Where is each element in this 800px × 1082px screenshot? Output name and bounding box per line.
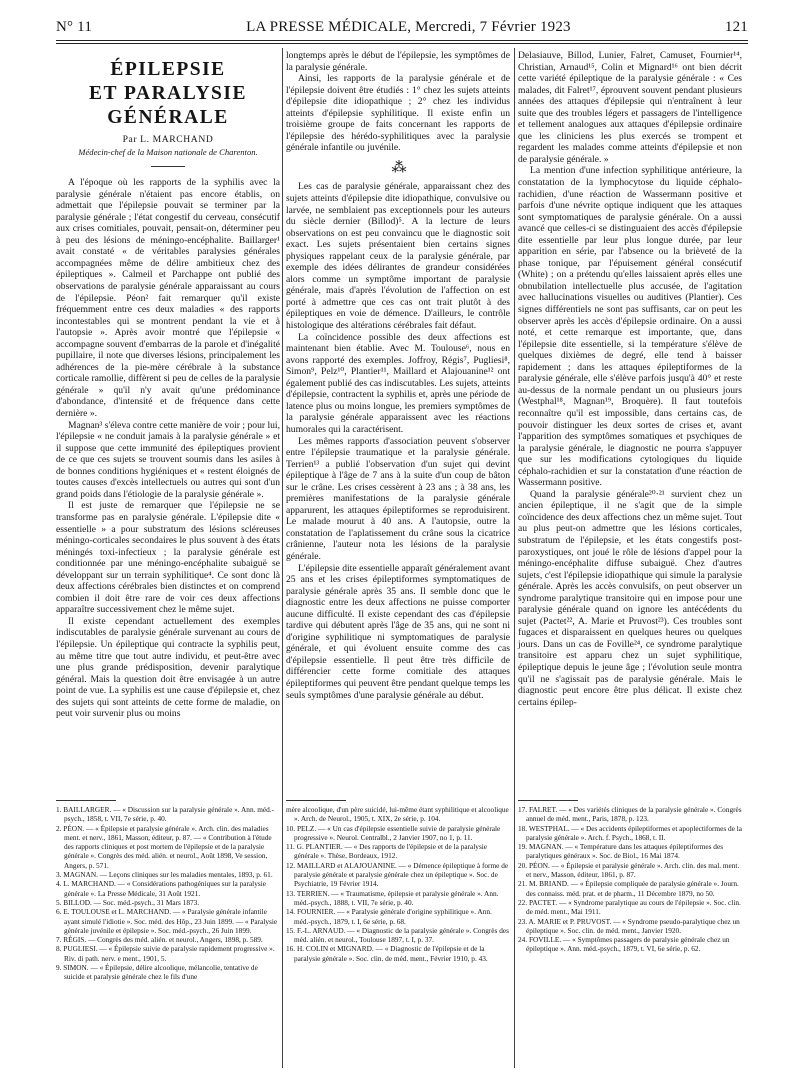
title-line-1: ÉPILEPSIE — [110, 59, 226, 80]
paragraph: Magnan³ s'éleva contre cette manière de voir ; pour lui, l'épilepsie « ne conduit jamais à la paralysie générale » et il suppose que cette immunité des épileptiques provient de ce que ces sujets se trouvent soumis dans les asiles à de bonnes conditions hygiéniques et « restent éloignés de toutes causes d'excès intellectuels ou autres qui sont d'un grand poids dans l'étiologie de la paralysie générale ». — [56, 419, 280, 500]
footnote: 14. FOURNIER. — « Paralysie générale d'origine syphilitique ». Ann. méd.-psych., 1879, t. I, 6e série, p. 68. — [286, 907, 492, 926]
footnote: 21. M. BRIAND. — « Épilepsie compliquée de paralysie générale ». Journ. des connaiss. méd. prat. et de pharm., 11 Décembre 1879, no 50. — [518, 879, 739, 898]
paragraph: longtemps après le début de l'épilepsie, les symptômes de la paralysie générale. — [286, 50, 510, 73]
journal-title: LA PRESSE MÉDICALE, Mercredi, 7 Février 1923 — [246, 18, 571, 35]
paragraph: A l'époque où les rapports de la syphilis avec la paralysie générale n'étaient pas encore établis, on admettait que l'épilepsie pouvait se terminer par la paralysie générale ; l'état congestif du cerveau, consécutif aux crises comitiales, pouvait, pensait-on, déterminer peu à peu des lésions de méningo-encéphalite. Baillarger¹ avait constaté « de véritables paralysies générales accompagnées même de délire ambitieux chez des épileptiques ». Calmeil et Parchappe ont publié des observations de paralysie générale apparaissant au cours de l'épilepsie. Péon² fait remarquer qu'il existe fréquemment entre ces deux maladies « des rapports incontestables qui se montrent pendant la vie et à l'autopsie ». Après avoir montré que l'épilepsie « accompagne souvent d'embarras de la parole et d'inégalité pupillaire, il note que diverses lésions, principalement les adhérences de la pie-mère cérébrale à la substance corticale ramollie, diffèrent si peu de celles de la paralysie générale » qu'il n'y avait qu'une prédominance d'abondance, d'intensité et de fréquence dans cette dernière ». — [56, 177, 280, 420]
footnote: 3. MAGNAN. — Leçons cliniques sur les maladies mentales, 1893, p. 61. — [56, 870, 273, 880]
footnote: 15. F.-L. ARNAUD. — « Diagnostic de la paralysie générale ». Congrès des méd. alién. et neurol., Toulouse 1897, t. I, p. 37. — [286, 925, 509, 945]
issue-number: N° 11 — [56, 18, 93, 35]
paragraph: L'épilepsie dite essentielle apparaît généralement avant 25 ans et les crises épileptiformes symptomatiques de paralysie générale après 35 ans. Il semble donc que le diagnostic entre les deux affections ne puisse comporter aucune difficulté. Il existe cependant des cas d'épilepsie tardive qui débutent après l'âge de 35 ans, qui ne sont ni d'origine syphilitique ni symptomatiques de paralysie générale, et qui évoluent ensuite comme des cas d'épilepsie essentielle. Il peut être très difficile de différencier cette forme comitiale des attaques épileptiformes qui peuvent être pendant quelque temps les seuls symptômes d'une paralysie générale au début. — [286, 562, 510, 701]
footnote: 8. PUGLIESI. — « Épilepsie suivie de paralysie rapidement progressive ». Riv. di path. nerv. e ment., 1901, 5. — [56, 944, 275, 963]
article-title — [56, 58, 280, 130]
paragraph: La coïncidence possible des deux affections est maintenant bien établie. Avec M. Toulouse⁶, nous en avons rapporté des exemples. Joffroy, Régis⁷, Pugliesi⁸, Simon⁹, Pelz¹⁰, Plantier¹¹, Maillard et Alajouanine¹² ont également publié des cas indiscutables. Les sujets, atteints d'épilepsie, contractent la syphilis et, après une période de latence plus ou moins longue, les premiers symptômes de la paralysie générale apparaissent avec les réactions humorales qui la caractérisent. — [286, 331, 510, 435]
footnote: 5. BILLOD. — Soc. méd.-psych., 31 Mars 1873. — [56, 897, 200, 907]
article-author: Par L. MARCHAND — [122, 134, 214, 145]
footnote: 2. PÉON. — « Épilepsie et paralysie générale ». Arch. clin. des maladies ment. et nerv., 1861, Masson, éditeur, p. 87. — « Contribution à l'étude des rapports cliniques et post mortem de l'épilepsie et de la paralysie générale ». Congrès des méd. alién. et neurol., Août 1898, Ve session, Angers, p. 571. — [56, 823, 272, 870]
article-column-2 — [286, 50, 510, 701]
header-rule — [56, 40, 748, 41]
footnote-rule — [518, 800, 578, 801]
footnote: 17. FALRET. — « Des variétés cliniques de la paralysie générale ». Congrès annuel de méd. ment., Paris, 1878, p. 123. — [518, 805, 742, 824]
footnote: 1. BAILLARGER. — « Discussion sur la paralysie générale ». Ann. méd.-psych., 1858, t. VII, 7e série, p. 40. — [56, 805, 275, 824]
footnote-rule — [56, 800, 116, 801]
footnote: 10. PELZ. — « Un cas d'épilepsie essentielle suivie de paralysie générale progressive ». Neurol. Centralbl., 2 Janvier 1907, no 1, p. 11. — [286, 823, 501, 842]
paragraph: Il existe cependant actuellement des exemples indiscutables de paralysie générale survenant au cours de l'épilepsie. Un épileptique qui contracte la syphilis peut, au même titre que tout autre individu, et peut-être avec une plus grande prédisposition, devenir paralytique général. Mais la question doit être envisagée à un autre point de vue. La syphilis est une cause d'épilepsie et, chez des sujets qui sont atteints de cette forme de maladie, on peut voir survenir plus ou moins — [56, 615, 280, 720]
footnote: 19. MAGNAN. — « Température dans les attaques épileptiformes des paralytiques généraux ». Soc. de Biol., 16 Mai 1874. — [518, 842, 724, 861]
footnote: 11. G. PLANTIER. — « Des rapports de l'épilepsie et de la paralysie générale ». Thèse, Bordeaux, 1912. — [286, 842, 488, 861]
footnote: 4. L. MARCHAND. — « Considérations pathogéniques sur la paralysie générale ». La Presse Médicale, 31 Août 1921. — [56, 879, 266, 898]
footnotes-column-3 — [518, 805, 742, 954]
footnote: 23. A. MARIE et P. PRUVOST. — « Syndrome pseudo-paralytique chez un épileptique ». Soc. clin. de méd. ment., Janvier 1920. — [518, 916, 740, 935]
footnote: 20. PÉON. — « Épilepsie et paralysie générale ». Arch. clin. des mal. ment. et nerv., Masson, éditeur, 1861, p. 87. — [518, 860, 740, 880]
footnote: 13. TERRIEN. — « Traumatisme, épilepsie et paralysie générale ». Ann. méd.-psych., 1888, t. VII, 7e série, p. 40. — [286, 888, 499, 907]
footnotes-column-2 — [286, 805, 510, 963]
header-rule-thin — [56, 43, 748, 44]
page-number: 121 — [724, 18, 748, 35]
article-column-1 — [56, 50, 280, 720]
footnote: 6. E. TOULOUSE et L. MARCHAND. — « Paralysie générale infantile ayant simulé l'idiotie ». Soc. méd. des Hôp., 23 Juin 1899. — « Paralysie générale juvénile et épilepsie ». Soc. méd.-psych., 26 Juin 1899. — [56, 907, 278, 935]
footnote: 18. WESTPHAL. — « Des accidents épileptiformes et apoplectiformes de la paralysie générale ». Arch. f. Psych., 1868, t. II. — [518, 823, 742, 842]
footnote: 9. SIMON. — « Épilepsie, délire alcoolique, mélancolie, tentative de suicide et paralysie générale chez le fils d'une — [56, 963, 258, 982]
page-header — [56, 16, 748, 38]
column-divider — [514, 48, 515, 1068]
paragraph: Les mêmes rapports d'association peuvent s'observer entre l'épilepsie traumatique et la paralysie générale. Terrien¹³ a publié l'observation d'un sujet qui devint épileptique à l'âge de 7 ans à la suite d'un coup de bâton sur le crâne. Les crises cessèrent à 23 ans ; à 38 ans, les premières manifestations de la paralysie générale apparurent, les attaques épileptiformes se reproduisirent. Le malade mourut à 40 ans. A l'autopsie, outre la constatation de l'aplatissement du crâne sous la cicatrice crânienne, l'auteur nota les lésions de la paralysie générale. — [286, 435, 510, 562]
article-column-3 — [518, 50, 742, 708]
section-asterism: ⁂ — [391, 159, 405, 176]
author-affiliation: Médecin-chef de la Maison nationale de Charenton. — [78, 146, 258, 157]
footnotes-column-1 — [56, 805, 280, 982]
footnote-rule — [286, 800, 346, 801]
paragraph: Les cas de paralysie générale, apparaissant chez des sujets atteints d'épilepsie dite idiopathique, convulsive ou larvée, ne semblaient pas exceptionnels pour les auteurs du siècle dernier (Billod)⁵. A la lecture de leurs observations on est peu convaincu que le diagnostic soit exact. Les sujets présentaient bien certains signes physiques rappelant ceux de la paralysie générale, par exemple des idées délirantes de grandeur considérées alors comme un symptôme important de paralysie générale, mais d'après l'évolution de l'affection on est porté à admettre que ces cas ont trait plutôt à des épileptiques en voie de démence. D'ailleurs, le contrôle histologique des altérations cérébrales fait défaut. — [286, 181, 510, 332]
footnote: 16. H. COLIN et MIGNARD. — « Diagnostic de l'épilepsie et de la paralysie générale ». Soc. clin. de méd. ment., Février 1910, p. 43. — [286, 944, 488, 963]
paragraph: Ainsi, les rapports de la paralysie générale et de l'épilepsie doivent être étudiés : 1° chez les sujets atteints d'épilepsie dite idiopathique ; 2° chez les individus atteints d'épilepsie syphilitique. Il existe enfin un troisième groupe de faits concernant les rapports de l'épilepsie des hérédo-syphilitiques avec la paralysie générale infantile ou juvénile. — [286, 73, 510, 154]
footnote: 12. MAILLARD et ALAJOUANINE. — « Démence épileptique à forme de paralysie générale et paralysie générale chez un épileptique ». Soc. de Psychiatrie, 19 Février 1914. — [286, 860, 509, 889]
paragraph: Delasiauve, Billod, Lunier, Falret, Camuset, Fournier¹⁴, Christian, Arnaud¹⁵, Colin et Mignard¹⁶ ont bien décrit cette variété épileptique de la paralysie générale : « Ces malades, dit Falret¹⁷, éprouvent souvent pendant plusieurs années des attaques d'épilepsie qui n'entraînent à leur suite que des troubles légers et passagers de l'intelligence et tellement analogues aux attaques d'épilepsie ordinaire que les cliniciens les plus exercés se trompent et regardent les malades comme atteints d'épilepsie et non de paralysie générale. » — [518, 50, 742, 165]
footnote: 7. RÉGIS. — Congrès des méd. alién. et neurol., Angers, 1898, p. 589. — [56, 935, 263, 945]
title-separator — [151, 166, 185, 167]
footnote: mère alcoolique, d'un père suicidé, lui-même étant syphilitique et alcoolique ». Arch. de Neurol., 1905, t. XIX, 2e série, p. 104. — [286, 805, 509, 824]
paragraph: Quand la paralysie générale²⁰⋅²¹ survient chez un ancien épileptique, il ne s'agit que de la simple coïncidence des deux affections chez un même sujet. Tout au plus peut-on admettre que les lésions corticales, substratum de l'épilepsie, et les états congestifs post-paroxystiques, ont joué le rôle de lésions d'appel pour la méningo-encéphalite diffuse subaiguë. Chez d'autres sujets, c'est l'épilepsie idiopathique qui simule la paralysie générale. Après les accès convulsifs, on peut observer un syndrome paralytique transitoire qui en impose pour une paralysie générale quand on ignore les antécédents du sujet (Pactet²², A. Marie et Pruvost²³). Ces troubles sont fugaces et disparaissent en quelques heures ou quelques jours. Dans un cas de Foville²⁴, ce syndrome paralytique transitoire est apparu chez un sujet syphilitique, épileptique depuis le jeune âge ; l'évolution seule montra qu'il ne s'agissait pas de paralysie générale. Mais le diagnostic peut encore être plus délicat. Il existe chez certains épilep- — [518, 488, 742, 708]
column-divider — [282, 48, 283, 1068]
paragraph: La mention d'une infection syphilitique antérieure, la constatation de la lymphocytose du liquide céphalo-rachidien, d'une réaction de Wassermann positive et parfois d'une névrite optique indiquent que les attaques sont symptomatiques de paralysie générale. On a aussi avancé que celles-ci se distinguaient des accès d'épilepsie dite essentielle par leur plus longue durée, par leur apparition en série, par l'absence ou la brièveté de la phase tonique, par l'épuisement général consécutif (White) ; on a prétendu qu'elles laissaient après elles une obnubilation intellectuelle plus accusée, de l'agitation avec hallucinations visuelles ou auditives (Plantier). Ces signes différentiels ne sont pas suffisants, car on peut les observer après les accès d'épilepsie ordinaire. On a aussi noté, et cette remarque est importante, que, dans l'épilepsie dite essentielle, si la température s'élève de quelques dixièmes de degré, elle tend à baisser rapidement ; dans les attaques épileptiformes de la paralysie générale, elle s'élève parfois jusqu'à 40° et reste au-dessus de la normale pendant un ou plusieurs jours (Westphal¹⁸, Magnan¹⁹, Broquère). Il faut toutefois reconnaître qu'il est impossible, dans certains cas, de pouvoir distinguer les deux sortes de crises et, avant l'apparition des symptômes somatiques et psychiques de la paralysie générale, le diagnostic ne pourra s'appuyer que sur les modifications cytologiques du liquide céphalo-rachidien et sur la constatation d'une réaction de Wassermann positive. — [518, 165, 742, 489]
footnote: 24. FOVILLE. — « Symptômes passagers de paralysie générale chez un épileptique ». Ann. méd.-psych., 1879, t. VI, 6e série, p. 62. — [518, 935, 730, 954]
footnote: 22. PACTET. — « Syndrome paralytique au cours de l'épilepsie ». Soc. clin. de méd. ment., Mai 1911. — [518, 897, 741, 917]
paragraph: Il est juste de remarquer que l'épilepsie ne se transforme pas en paralysie générale. L'épilepsie dite « essentielle » a pour substratum des lésions scléreuses méningo-corticales secondaires le plus souvent à des états méningés toxi-infectieux ; la paralysie générale est conditionnée par une méningo-encéphalite subaiguë se développant sur un terrain syphilitique⁴. Ce sont donc là deux affections cérébrales bien distinctes et on comprend combien il doit être rare de voir ces deux affections apparaître successivement chez le même sujet. — [56, 500, 280, 616]
title-line-2: ET PARALYSIE GÉNÉRALE — [89, 83, 247, 128]
